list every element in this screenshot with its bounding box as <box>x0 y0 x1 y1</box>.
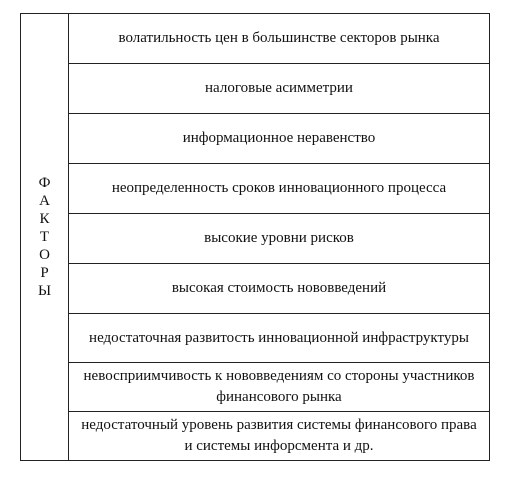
factor-item: налоговые асимметрии <box>69 64 489 114</box>
side-label-letter: Ы <box>37 283 52 299</box>
factor-item: информационное неравенство <box>69 114 489 164</box>
side-label-letter: Т <box>39 229 50 245</box>
factor-item: недостаточный уровень развития системы финансового права и системы инфорсмента и др. <box>81 417 477 454</box>
factor-item: неопределенность сроков инновационного процесса <box>69 164 489 214</box>
factor-item: высокие уровни рисков <box>69 214 489 264</box>
factors-table <box>20 13 490 461</box>
side-label-letter: Р <box>40 265 49 281</box>
factors-list <box>69 14 489 460</box>
side-label-column <box>21 14 69 460</box>
side-label-letter: К <box>39 211 50 227</box>
factor-item: недостаточная развитость инновационной инфраструктуры <box>69 314 489 363</box>
factor-item: высокая стоимость нововведений <box>69 264 489 314</box>
factor-item: волатильность цен в большинстве секторов рынка <box>69 14 489 64</box>
side-label-letter: О <box>39 247 50 263</box>
side-label-letter: А <box>39 193 50 209</box>
side-label-letter: Ф <box>38 175 51 191</box>
side-label <box>38 174 51 300</box>
factor-item: невосприимчивость к нововведениям со стороны участников финансового рынка <box>69 363 489 412</box>
